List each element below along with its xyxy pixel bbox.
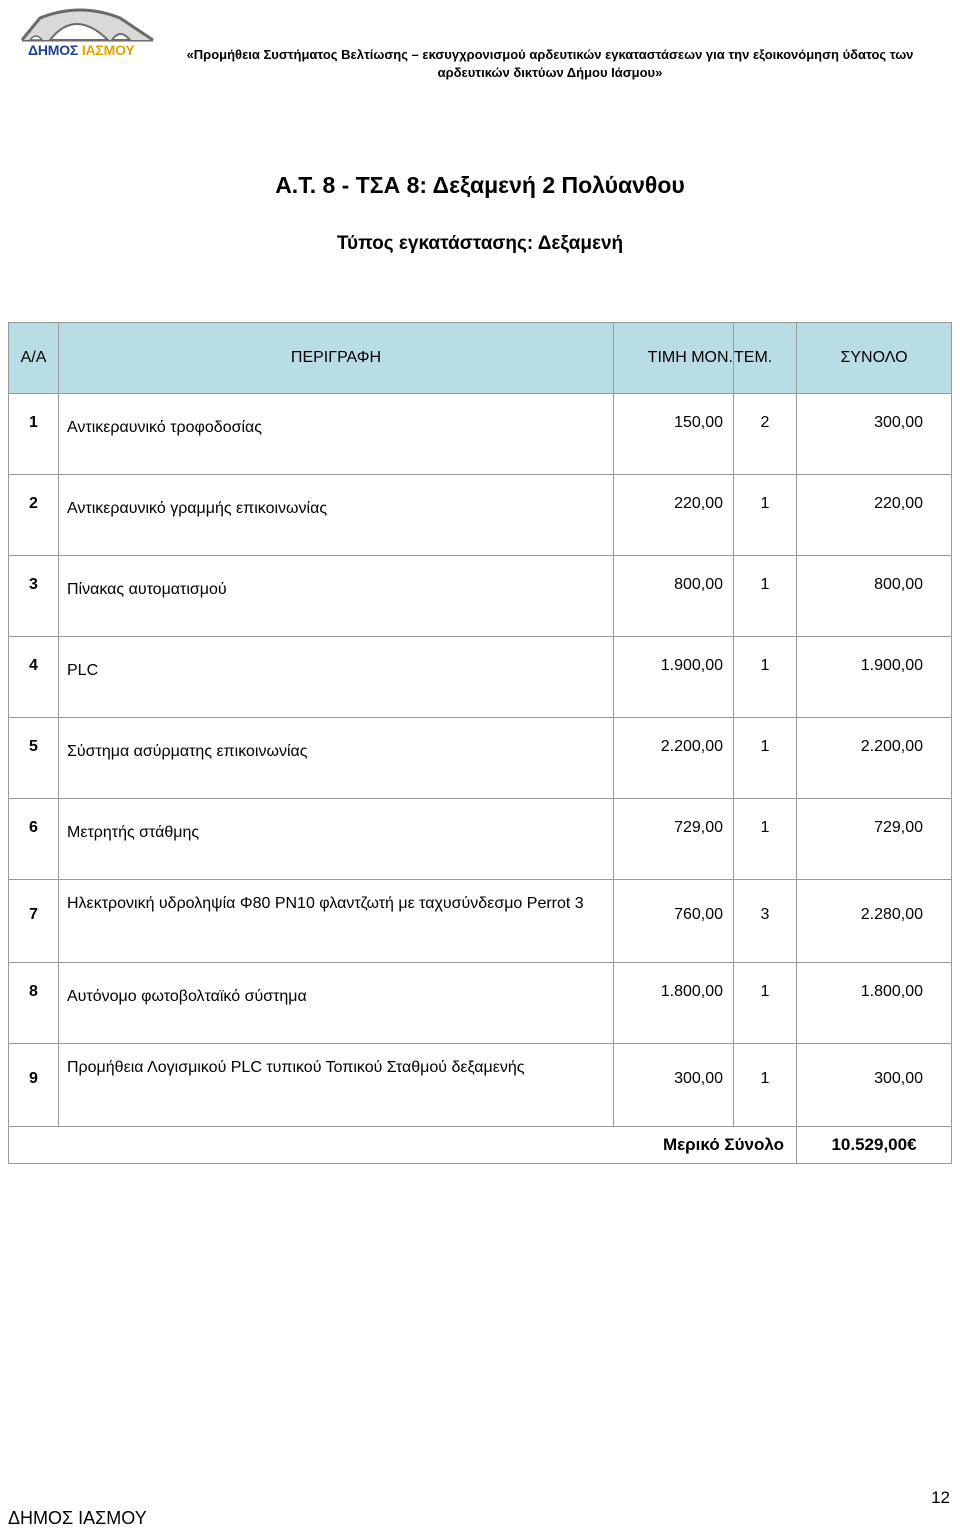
row-total: 300,00 — [797, 1044, 952, 1127]
row-total: 2.280,00 — [797, 880, 952, 963]
row-aa: 8 — [9, 963, 59, 1044]
row-qty: 1 — [734, 475, 797, 556]
table-header-row — [9, 323, 952, 394]
row-description: Σύστημα ασύρματης επικοινωνίας — [59, 718, 614, 799]
row-aa: 9 — [9, 1044, 59, 1127]
row-unit-price: 2.200,00 — [614, 718, 734, 799]
row-aa: 6 — [9, 799, 59, 880]
row-qty: 1 — [734, 718, 797, 799]
document-subtitle: Τύπος εγκατάστασης: Δεξαμενή — [336, 233, 624, 254]
row-qty: 1 — [734, 637, 797, 718]
subtotal-value: 10.529,00€ — [797, 1127, 952, 1164]
table-row — [9, 963, 952, 1044]
table-row — [9, 1044, 952, 1127]
bridge-logo-icon — [20, 0, 155, 46]
logo-text — [28, 42, 135, 58]
row-unit-price: 1.900,00 — [614, 637, 734, 718]
row-description: Ηλεκτρονική υδροληψία Φ80 PN10 φλαντζωτή με ταχυσύνδεσμο Perrot 3 — [59, 880, 614, 963]
row-unit-price: 150,00 — [614, 394, 734, 475]
row-unit-price: 300,00 — [614, 1044, 734, 1127]
table-row — [9, 637, 952, 718]
row-description: Μετρητής στάθμης — [59, 799, 614, 880]
row-unit-price: 220,00 — [614, 475, 734, 556]
row-aa: 5 — [9, 718, 59, 799]
table-row — [9, 880, 952, 963]
table-row — [9, 556, 952, 637]
row-aa: 7 — [9, 880, 59, 963]
row-description: Προμήθεια Λογισμικού PLC τυπικού Τοπικού Σταθμού δεξαμενής — [59, 1044, 614, 1127]
table-row — [9, 475, 952, 556]
items-table — [8, 322, 952, 1164]
subtotal-label: Μερικό Σύνολο — [9, 1127, 797, 1164]
table-row — [9, 394, 952, 475]
row-total: 729,00 — [797, 799, 952, 880]
row-qty: 1 — [734, 799, 797, 880]
row-unit-price: 800,00 — [614, 556, 734, 637]
row-qty: 1 — [734, 963, 797, 1044]
table-row — [9, 799, 952, 880]
logo-text-part2: ΙΑΣΜΟΥ — [81, 42, 135, 58]
row-description: Αντικεραυνικό τροφοδοσίας — [59, 394, 614, 475]
header-qty: ΤΕΜ. — [734, 323, 797, 394]
row-total: 800,00 — [797, 556, 952, 637]
row-aa: 2 — [9, 475, 59, 556]
row-description: PLC — [59, 637, 614, 718]
row-description: Αυτόνομο φωτοβολταϊκό σύστημα — [59, 963, 614, 1044]
municipality-logo — [20, 0, 155, 62]
document-title: Α.Τ. 8 - ΤΣΑ 8: Δεξαμενή 2 Πολύανθου — [275, 172, 685, 198]
row-total: 1.900,00 — [797, 637, 952, 718]
page-number: 12 — [931, 1488, 950, 1507]
row-unit-price: 760,00 — [614, 880, 734, 963]
row-aa: 1 — [9, 394, 59, 475]
header-aa: Α/Α — [9, 323, 59, 394]
row-unit-price: 1.800,00 — [614, 963, 734, 1044]
row-total: 300,00 — [797, 394, 952, 475]
subtotal-row — [9, 1127, 952, 1164]
row-unit-price: 729,00 — [614, 799, 734, 880]
header-unit-price: ΤΙΜΗ ΜΟΝ. — [614, 323, 734, 394]
row-total: 220,00 — [797, 475, 952, 556]
header-description: ΠΕΡΙΓΡΑΦΗ — [59, 323, 614, 394]
table-row — [9, 718, 952, 799]
row-description: Αντικεραυνικό γραμμής επικοινωνίας — [59, 475, 614, 556]
row-description: Πίνακας αυτοματισμού — [59, 556, 614, 637]
row-total: 2.200,00 — [797, 718, 952, 799]
row-qty: 1 — [734, 1044, 797, 1127]
row-aa: 4 — [9, 637, 59, 718]
footer-municipality: ΔΗΜΟΣ ΙΑΣΜΟΥ — [8, 1508, 147, 1528]
row-qty: 2 — [734, 394, 797, 475]
project-title: «Προμήθεια Συστήματος Βελτίωσης – εκσυγχρονισμού αρδευτικών εγκαταστάσεων για την εξοικονόμηση ύδατος των αρδευτικών δικτύων Δήμου Ιάσμου» — [186, 47, 914, 80]
row-qty: 1 — [734, 556, 797, 637]
row-aa: 3 — [9, 556, 59, 637]
row-total: 1.800,00 — [797, 963, 952, 1044]
header-total: ΣΥΝΟΛΟ — [797, 323, 952, 394]
row-qty: 3 — [734, 880, 797, 963]
logo-text-part1: ΔΗΜΟΣ — [28, 42, 82, 58]
